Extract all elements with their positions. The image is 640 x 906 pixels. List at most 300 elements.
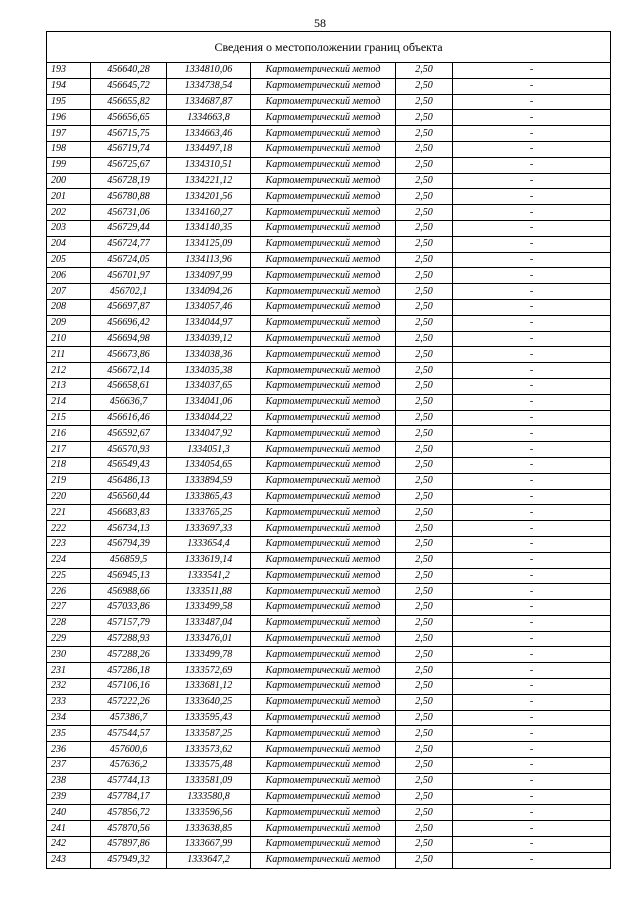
description-cell: - xyxy=(453,631,611,647)
accuracy-cell: 2,50 xyxy=(396,189,453,205)
point-number-cell: 213 xyxy=(47,378,91,394)
method-cell: Картометрический метод xyxy=(251,189,396,205)
table-row xyxy=(47,284,611,300)
point-number-cell: 201 xyxy=(47,189,91,205)
table-row xyxy=(47,426,611,442)
table-row xyxy=(47,773,611,789)
point-number-cell: 229 xyxy=(47,631,91,647)
description-cell: - xyxy=(453,521,611,537)
method-cell: Картометрический метод xyxy=(251,426,396,442)
accuracy-cell: 2,50 xyxy=(396,489,453,505)
y-coordinate-cell: 1334221,12 xyxy=(167,173,251,189)
table-row xyxy=(47,299,611,315)
table-row xyxy=(47,378,611,394)
description-cell: - xyxy=(453,457,611,473)
y-coordinate-cell: 1334038,36 xyxy=(167,347,251,363)
description-cell: - xyxy=(453,473,611,489)
method-cell: Картометрический метод xyxy=(251,773,396,789)
accuracy-cell: 2,50 xyxy=(396,378,453,394)
x-coordinate-cell: 456645,72 xyxy=(91,78,167,94)
description-cell: - xyxy=(453,647,611,663)
x-coordinate-cell: 457106,16 xyxy=(91,679,167,695)
description-cell: - xyxy=(453,63,611,79)
table-row xyxy=(47,821,611,837)
x-coordinate-cell: 456673,86 xyxy=(91,347,167,363)
accuracy-cell: 2,50 xyxy=(396,394,453,410)
y-coordinate-cell: 1333654,4 xyxy=(167,536,251,552)
point-number-cell: 230 xyxy=(47,647,91,663)
point-number-cell: 219 xyxy=(47,473,91,489)
point-number-cell: 193 xyxy=(47,63,91,79)
x-coordinate-cell: 457288,26 xyxy=(91,647,167,663)
method-cell: Картометрический метод xyxy=(251,78,396,94)
point-number-cell: 232 xyxy=(47,679,91,695)
x-coordinate-cell: 456859,5 xyxy=(91,552,167,568)
x-coordinate-cell: 457744,13 xyxy=(91,773,167,789)
description-cell: - xyxy=(453,347,611,363)
y-coordinate-cell: 1334097,99 xyxy=(167,268,251,284)
table-row xyxy=(47,63,611,79)
description-cell: - xyxy=(453,742,611,758)
accuracy-cell: 2,50 xyxy=(396,220,453,236)
description-cell: - xyxy=(453,410,611,426)
x-coordinate-cell: 457636,2 xyxy=(91,758,167,774)
point-number-cell: 235 xyxy=(47,726,91,742)
method-cell: Картометрический метод xyxy=(251,615,396,631)
method-cell: Картометрический метод xyxy=(251,347,396,363)
point-number-cell: 203 xyxy=(47,220,91,236)
accuracy-cell: 2,50 xyxy=(396,141,453,157)
y-coordinate-cell: 1333595,43 xyxy=(167,710,251,726)
accuracy-cell: 2,50 xyxy=(396,63,453,79)
accuracy-cell: 2,50 xyxy=(396,852,453,868)
method-cell: Картометрический метод xyxy=(251,694,396,710)
description-cell: - xyxy=(453,205,611,221)
description-cell: - xyxy=(453,805,611,821)
point-number-cell: 240 xyxy=(47,805,91,821)
method-cell: Картометрический метод xyxy=(251,410,396,426)
description-cell: - xyxy=(453,837,611,853)
point-number-cell: 217 xyxy=(47,442,91,458)
table-row xyxy=(47,347,611,363)
accuracy-cell: 2,50 xyxy=(396,742,453,758)
y-coordinate-cell: 1333596,56 xyxy=(167,805,251,821)
method-cell: Картометрический метод xyxy=(251,505,396,521)
description-cell: - xyxy=(453,568,611,584)
y-coordinate-cell: 1334044,97 xyxy=(167,315,251,331)
description-cell: - xyxy=(453,126,611,142)
y-coordinate-cell: 1334035,38 xyxy=(167,363,251,379)
method-cell: Картометрический метод xyxy=(251,268,396,284)
method-cell: Картометрический метод xyxy=(251,363,396,379)
table-row xyxy=(47,710,611,726)
table-title-row xyxy=(47,32,611,63)
accuracy-cell: 2,50 xyxy=(396,126,453,142)
point-number-cell: 195 xyxy=(47,94,91,110)
method-cell: Картометрический метод xyxy=(251,837,396,853)
accuracy-cell: 2,50 xyxy=(396,284,453,300)
description-cell: - xyxy=(453,852,611,868)
point-number-cell: 215 xyxy=(47,410,91,426)
x-coordinate-cell: 456655,82 xyxy=(91,94,167,110)
method-cell: Картометрический метод xyxy=(251,252,396,268)
description-cell: - xyxy=(453,173,611,189)
x-coordinate-cell: 457033,86 xyxy=(91,600,167,616)
table-row xyxy=(47,663,611,679)
point-number-cell: 208 xyxy=(47,299,91,315)
x-coordinate-cell: 456725,67 xyxy=(91,157,167,173)
y-coordinate-cell: 1333667,99 xyxy=(167,837,251,853)
method-cell: Картометрический метод xyxy=(251,126,396,142)
x-coordinate-cell: 456636,7 xyxy=(91,394,167,410)
y-coordinate-cell: 1333541,2 xyxy=(167,568,251,584)
y-coordinate-cell: 1334113,96 xyxy=(167,252,251,268)
y-coordinate-cell: 1333581,09 xyxy=(167,773,251,789)
accuracy-cell: 2,50 xyxy=(396,173,453,189)
description-cell: - xyxy=(453,773,611,789)
table-row xyxy=(47,220,611,236)
x-coordinate-cell: 456592,67 xyxy=(91,426,167,442)
table-row xyxy=(47,694,611,710)
x-coordinate-cell: 456724,77 xyxy=(91,236,167,252)
description-cell: - xyxy=(453,363,611,379)
method-cell: Картометрический метод xyxy=(251,805,396,821)
accuracy-cell: 2,50 xyxy=(396,426,453,442)
description-cell: - xyxy=(453,236,611,252)
x-coordinate-cell: 457544,57 xyxy=(91,726,167,742)
table-title: Сведения о местоположении границ объекта xyxy=(47,32,611,63)
accuracy-cell: 2,50 xyxy=(396,536,453,552)
accuracy-cell: 2,50 xyxy=(396,94,453,110)
y-coordinate-cell: 1334160,27 xyxy=(167,205,251,221)
table-row xyxy=(47,268,611,284)
accuracy-cell: 2,50 xyxy=(396,710,453,726)
accuracy-cell: 2,50 xyxy=(396,157,453,173)
y-coordinate-cell: 1334310,51 xyxy=(167,157,251,173)
table-row xyxy=(47,141,611,157)
y-coordinate-cell: 1333573,62 xyxy=(167,742,251,758)
accuracy-cell: 2,50 xyxy=(396,552,453,568)
table-row xyxy=(47,742,611,758)
table-row xyxy=(47,410,611,426)
point-number-cell: 222 xyxy=(47,521,91,537)
x-coordinate-cell: 456734,13 xyxy=(91,521,167,537)
table-row xyxy=(47,679,611,695)
accuracy-cell: 2,50 xyxy=(396,773,453,789)
description-cell: - xyxy=(453,679,611,695)
description-cell: - xyxy=(453,600,611,616)
y-coordinate-cell: 1334125,09 xyxy=(167,236,251,252)
method-cell: Картометрический метод xyxy=(251,852,396,868)
y-coordinate-cell: 1334140,35 xyxy=(167,220,251,236)
description-cell: - xyxy=(453,536,611,552)
x-coordinate-cell: 456658,61 xyxy=(91,378,167,394)
x-coordinate-cell: 457600,6 xyxy=(91,742,167,758)
accuracy-cell: 2,50 xyxy=(396,457,453,473)
point-number-cell: 226 xyxy=(47,584,91,600)
method-cell: Картометрический метод xyxy=(251,536,396,552)
table-row xyxy=(47,457,611,473)
point-number-cell: 221 xyxy=(47,505,91,521)
y-coordinate-cell: 1333511,88 xyxy=(167,584,251,600)
x-coordinate-cell: 456702,1 xyxy=(91,284,167,300)
description-cell: - xyxy=(453,426,611,442)
y-coordinate-cell: 1333647,2 xyxy=(167,852,251,868)
table-row xyxy=(47,189,611,205)
method-cell: Картометрический метод xyxy=(251,521,396,537)
description-cell: - xyxy=(453,694,611,710)
method-cell: Картометрический метод xyxy=(251,631,396,647)
y-coordinate-cell: 1334497,18 xyxy=(167,141,251,157)
accuracy-cell: 2,50 xyxy=(396,315,453,331)
x-coordinate-cell: 456794,39 xyxy=(91,536,167,552)
point-number-cell: 225 xyxy=(47,568,91,584)
x-coordinate-cell: 456694,98 xyxy=(91,331,167,347)
y-coordinate-cell: 1333640,25 xyxy=(167,694,251,710)
accuracy-cell: 2,50 xyxy=(396,805,453,821)
y-coordinate-cell: 1334687,87 xyxy=(167,94,251,110)
method-cell: Картометрический метод xyxy=(251,584,396,600)
description-cell: - xyxy=(453,726,611,742)
point-number-cell: 197 xyxy=(47,126,91,142)
x-coordinate-cell: 456729,44 xyxy=(91,220,167,236)
table-row xyxy=(47,789,611,805)
y-coordinate-cell: 1334054,65 xyxy=(167,457,251,473)
description-cell: - xyxy=(453,394,611,410)
y-coordinate-cell: 1334094,26 xyxy=(167,284,251,300)
table-row xyxy=(47,126,611,142)
y-coordinate-cell: 1334663,46 xyxy=(167,126,251,142)
table-row xyxy=(47,94,611,110)
table-row xyxy=(47,521,611,537)
page-number: 58 xyxy=(314,16,326,30)
description-cell: - xyxy=(453,284,611,300)
x-coordinate-cell: 456696,42 xyxy=(91,315,167,331)
method-cell: Картометрический метод xyxy=(251,331,396,347)
method-cell: Картометрический метод xyxy=(251,94,396,110)
description-cell: - xyxy=(453,141,611,157)
x-coordinate-cell: 456719,74 xyxy=(91,141,167,157)
table-row xyxy=(47,236,611,252)
accuracy-cell: 2,50 xyxy=(396,615,453,631)
method-cell: Картометрический метод xyxy=(251,284,396,300)
y-coordinate-cell: 1334047,92 xyxy=(167,426,251,442)
point-number-cell: 209 xyxy=(47,315,91,331)
point-number-cell: 241 xyxy=(47,821,91,837)
point-number-cell: 199 xyxy=(47,157,91,173)
description-cell: - xyxy=(453,789,611,805)
point-number-cell: 237 xyxy=(47,758,91,774)
accuracy-cell: 2,50 xyxy=(396,663,453,679)
x-coordinate-cell: 456672,14 xyxy=(91,363,167,379)
y-coordinate-cell: 1334810,06 xyxy=(167,63,251,79)
x-coordinate-cell: 456549,43 xyxy=(91,457,167,473)
point-number-cell: 242 xyxy=(47,837,91,853)
y-coordinate-cell: 1333619,14 xyxy=(167,552,251,568)
method-cell: Картометрический метод xyxy=(251,315,396,331)
accuracy-cell: 2,50 xyxy=(396,505,453,521)
table-row xyxy=(47,205,611,221)
description-cell: - xyxy=(453,110,611,126)
accuracy-cell: 2,50 xyxy=(396,631,453,647)
accuracy-cell: 2,50 xyxy=(396,473,453,489)
y-coordinate-cell: 1333697,33 xyxy=(167,521,251,537)
x-coordinate-cell: 456988,66 xyxy=(91,584,167,600)
method-cell: Картометрический метод xyxy=(251,378,396,394)
method-cell: Картометрический метод xyxy=(251,141,396,157)
x-coordinate-cell: 456715,75 xyxy=(91,126,167,142)
description-cell: - xyxy=(453,505,611,521)
description-cell: - xyxy=(453,378,611,394)
description-cell: - xyxy=(453,821,611,837)
table-row xyxy=(47,837,611,853)
method-cell: Картометрический метод xyxy=(251,299,396,315)
method-cell: Картометрический метод xyxy=(251,742,396,758)
method-cell: Картометрический метод xyxy=(251,63,396,79)
x-coordinate-cell: 457222,26 xyxy=(91,694,167,710)
accuracy-cell: 2,50 xyxy=(396,236,453,252)
description-cell: - xyxy=(453,157,611,173)
y-coordinate-cell: 1333587,25 xyxy=(167,726,251,742)
y-coordinate-cell: 1333638,85 xyxy=(167,821,251,837)
point-number-cell: 210 xyxy=(47,331,91,347)
point-number-cell: 243 xyxy=(47,852,91,868)
description-cell: - xyxy=(453,758,611,774)
x-coordinate-cell: 456570,93 xyxy=(91,442,167,458)
point-number-cell: 200 xyxy=(47,173,91,189)
point-number-cell: 212 xyxy=(47,363,91,379)
method-cell: Картометрический метод xyxy=(251,173,396,189)
boundary-coordinates-table xyxy=(46,31,611,869)
point-number-cell: 228 xyxy=(47,615,91,631)
y-coordinate-cell: 1333865,43 xyxy=(167,489,251,505)
point-number-cell: 239 xyxy=(47,789,91,805)
x-coordinate-cell: 457286,18 xyxy=(91,663,167,679)
description-cell: - xyxy=(453,94,611,110)
y-coordinate-cell: 1334663,8 xyxy=(167,110,251,126)
point-number-cell: 207 xyxy=(47,284,91,300)
table-row xyxy=(47,584,611,600)
table-row xyxy=(47,473,611,489)
description-cell: - xyxy=(453,584,611,600)
point-number-cell: 216 xyxy=(47,426,91,442)
x-coordinate-cell: 457870,56 xyxy=(91,821,167,837)
point-number-cell: 236 xyxy=(47,742,91,758)
method-cell: Картометрический метод xyxy=(251,220,396,236)
x-coordinate-cell: 457288,93 xyxy=(91,631,167,647)
x-coordinate-cell: 456656,65 xyxy=(91,110,167,126)
method-cell: Картометрический метод xyxy=(251,394,396,410)
point-number-cell: 231 xyxy=(47,663,91,679)
table-row xyxy=(47,758,611,774)
table-row xyxy=(47,331,611,347)
x-coordinate-cell: 456731,06 xyxy=(91,205,167,221)
table-row xyxy=(47,315,611,331)
method-cell: Картометрический метод xyxy=(251,758,396,774)
x-coordinate-cell: 456780,88 xyxy=(91,189,167,205)
point-number-cell: 204 xyxy=(47,236,91,252)
table-row xyxy=(47,173,611,189)
table-row xyxy=(47,600,611,616)
x-coordinate-cell: 456945,13 xyxy=(91,568,167,584)
point-number-cell: 206 xyxy=(47,268,91,284)
accuracy-cell: 2,50 xyxy=(396,679,453,695)
point-number-cell: 198 xyxy=(47,141,91,157)
description-cell: - xyxy=(453,252,611,268)
y-coordinate-cell: 1333575,48 xyxy=(167,758,251,774)
point-number-cell: 202 xyxy=(47,205,91,221)
method-cell: Картометрический метод xyxy=(251,236,396,252)
y-coordinate-cell: 1334037,65 xyxy=(167,378,251,394)
x-coordinate-cell: 456560,44 xyxy=(91,489,167,505)
method-cell: Картометрический метод xyxy=(251,647,396,663)
accuracy-cell: 2,50 xyxy=(396,837,453,853)
method-cell: Картометрический метод xyxy=(251,600,396,616)
accuracy-cell: 2,50 xyxy=(396,521,453,537)
point-number-cell: 233 xyxy=(47,694,91,710)
method-cell: Картометрический метод xyxy=(251,726,396,742)
accuracy-cell: 2,50 xyxy=(396,600,453,616)
x-coordinate-cell: 457856,72 xyxy=(91,805,167,821)
x-coordinate-cell: 456701,97 xyxy=(91,268,167,284)
description-cell: - xyxy=(453,663,611,679)
method-cell: Картометрический метод xyxy=(251,457,396,473)
y-coordinate-cell: 1333681,12 xyxy=(167,679,251,695)
x-coordinate-cell: 457949,32 xyxy=(91,852,167,868)
accuracy-cell: 2,50 xyxy=(396,694,453,710)
description-cell: - xyxy=(453,315,611,331)
method-cell: Картометрический метод xyxy=(251,205,396,221)
description-cell: - xyxy=(453,552,611,568)
method-cell: Картометрический метод xyxy=(251,679,396,695)
table-row xyxy=(47,252,611,268)
point-number-cell: 218 xyxy=(47,457,91,473)
method-cell: Картометрический метод xyxy=(251,489,396,505)
x-coordinate-cell: 456616,46 xyxy=(91,410,167,426)
method-cell: Картометрический метод xyxy=(251,663,396,679)
table-row xyxy=(47,852,611,868)
y-coordinate-cell: 1334041,06 xyxy=(167,394,251,410)
accuracy-cell: 2,50 xyxy=(396,78,453,94)
accuracy-cell: 2,50 xyxy=(396,205,453,221)
y-coordinate-cell: 1333894,59 xyxy=(167,473,251,489)
point-number-cell: 211 xyxy=(47,347,91,363)
y-coordinate-cell: 1333765,25 xyxy=(167,505,251,521)
y-coordinate-cell: 1334201,56 xyxy=(167,189,251,205)
accuracy-cell: 2,50 xyxy=(396,789,453,805)
description-cell: - xyxy=(453,489,611,505)
point-number-cell: 227 xyxy=(47,600,91,616)
x-coordinate-cell: 456724,05 xyxy=(91,252,167,268)
x-coordinate-cell: 456728,19 xyxy=(91,173,167,189)
point-number-cell: 214 xyxy=(47,394,91,410)
y-coordinate-cell: 1334738,54 xyxy=(167,78,251,94)
method-cell: Картометрический метод xyxy=(251,552,396,568)
x-coordinate-cell: 457386,7 xyxy=(91,710,167,726)
method-cell: Картометрический метод xyxy=(251,157,396,173)
table-row xyxy=(47,631,611,647)
table-row xyxy=(47,110,611,126)
accuracy-cell: 2,50 xyxy=(396,726,453,742)
description-cell: - xyxy=(453,331,611,347)
accuracy-cell: 2,50 xyxy=(396,821,453,837)
point-number-cell: 196 xyxy=(47,110,91,126)
accuracy-cell: 2,50 xyxy=(396,331,453,347)
method-cell: Картометрический метод xyxy=(251,442,396,458)
point-number-cell: 220 xyxy=(47,489,91,505)
point-number-cell: 224 xyxy=(47,552,91,568)
x-coordinate-cell: 456640,28 xyxy=(91,63,167,79)
